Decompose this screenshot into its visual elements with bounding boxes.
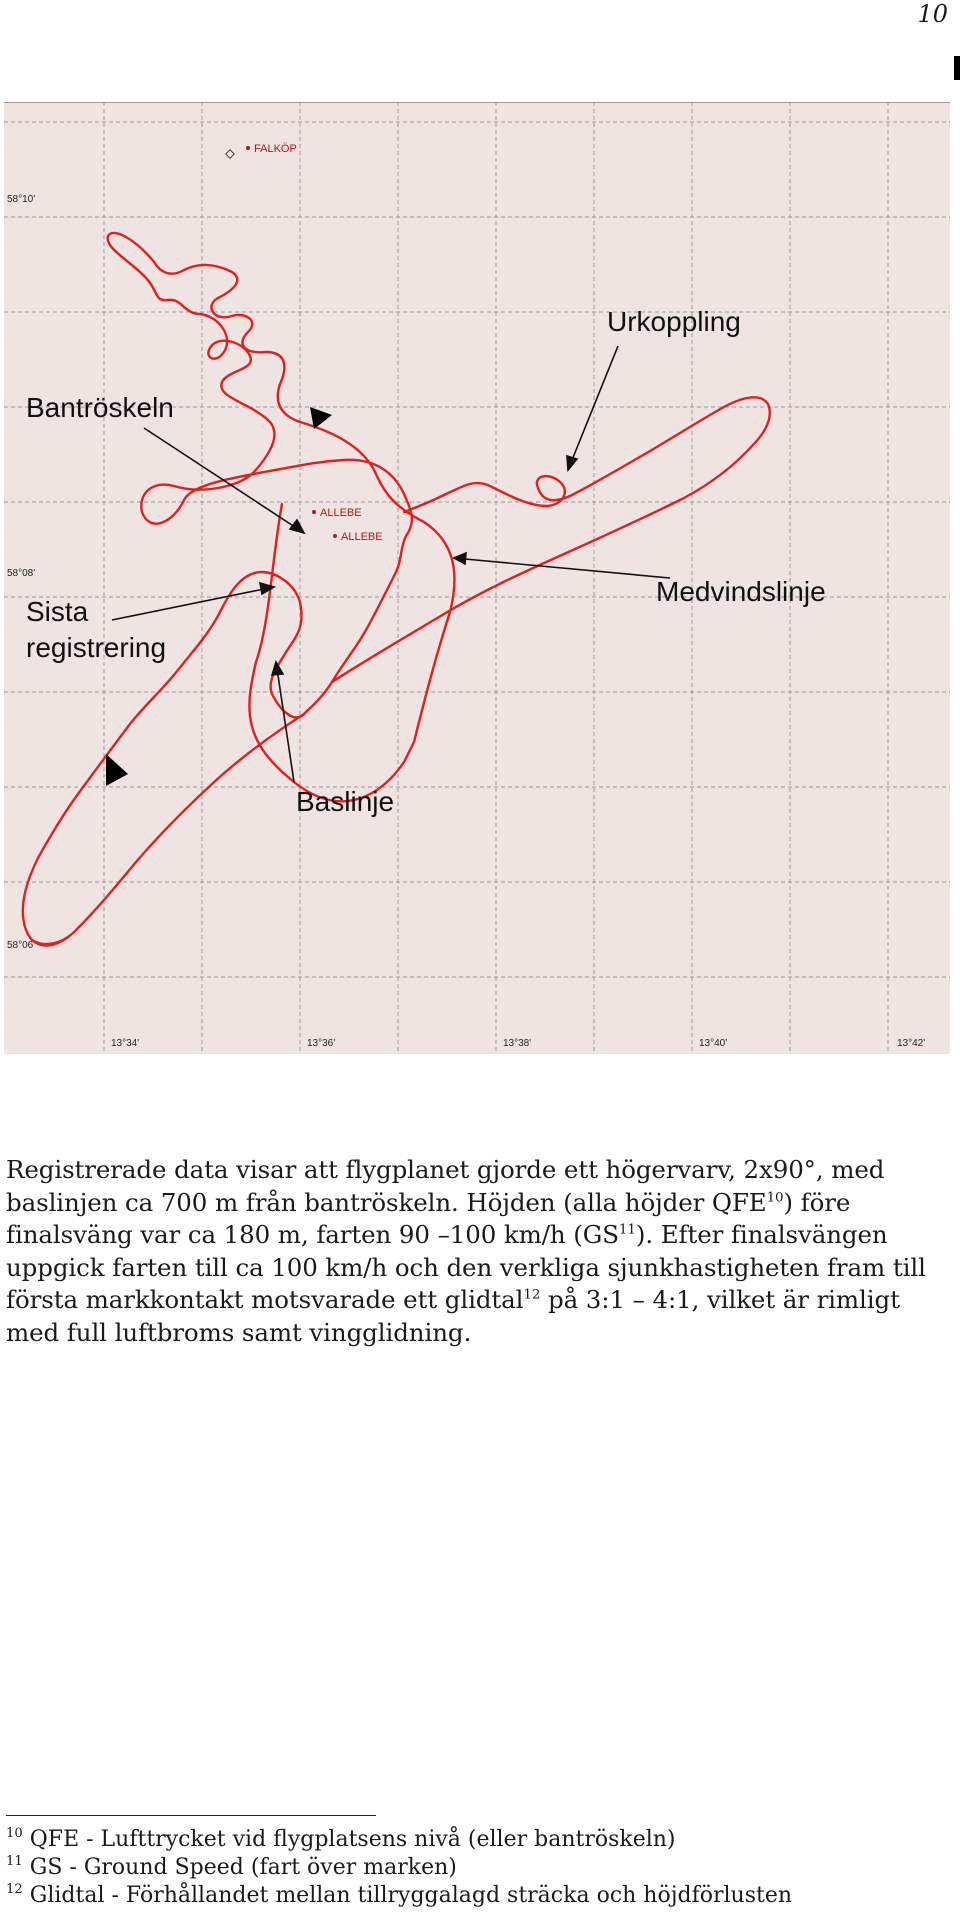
lon-label: 13°36'	[307, 1038, 336, 1049]
footnote-divider	[6, 1815, 376, 1816]
footnotes	[6, 1826, 956, 1910]
callout-baslinje: Baslinje	[296, 786, 395, 817]
footnote-item: $^{12}$ Glidtal - Förhållandet mellan tillryggalagd sträcka och höjdförlusten	[6, 1881, 793, 1908]
page-edge-mark	[954, 56, 960, 80]
body-paragraph	[6, 1154, 956, 1349]
place-marker	[246, 146, 250, 150]
lon-label: 13°38'	[503, 1038, 532, 1049]
footnote-ref[interactable]: 11	[618, 1221, 636, 1238]
paragraph-text: Registrerade data visar att flygplanet gjorde ett högervarv, 2x90°, med baslinjen ca 700 m från bantröskeln. Höjden (alla höjder QFE$^{10}$) före finalsväng var ca 180 m, farten 90 –100 km/h (GS$^{11}$). Efter finalsvängen uppgick farten till ca 100 km/h och den verkliga sjunkhastigheten fram till första markkontakt motsvarade ett glidtal$^{12}$ på 3:1 – 4:1, vilket är rimligt med full luftbroms samt vingglidning.	[6, 1155, 926, 1347]
lat-label: 58°08'	[7, 568, 36, 579]
place-marker	[333, 534, 337, 538]
callout-bantroskeln: Bantröskeln	[26, 392, 174, 423]
lon-label: 13°34'	[111, 1038, 140, 1049]
footnote-ref[interactable]: 10	[766, 1189, 784, 1206]
page-number: 10	[917, 0, 948, 28]
place-marker	[312, 510, 316, 514]
lat-label: 58°06'	[7, 940, 36, 951]
place-label: FALKÖP	[254, 143, 297, 155]
place-label: ALLEBE	[320, 507, 362, 519]
footnote-item: $^{11}$ GS - Ground Speed (fart över marken)	[6, 1853, 457, 1880]
footnote-item: $^{10}$ QFE - Lufttrycket vid flygplatsens nivå (eller bantröskeln)	[6, 1825, 676, 1852]
callout-sista-line1: Sista	[26, 596, 89, 627]
footnote-ref[interactable]: 12	[523, 1286, 541, 1303]
lon-label: 13°42'	[897, 1038, 926, 1049]
lon-label: 13°40'	[699, 1038, 728, 1049]
callout-medvindslinje: Medvindslinje	[656, 576, 826, 607]
callout-sista-line2: registrering	[26, 632, 167, 663]
callout-urkoppling: Urkoppling	[607, 306, 741, 337]
lat-label: 58°10'	[7, 194, 36, 205]
place-label: ALLEBE	[341, 531, 383, 543]
